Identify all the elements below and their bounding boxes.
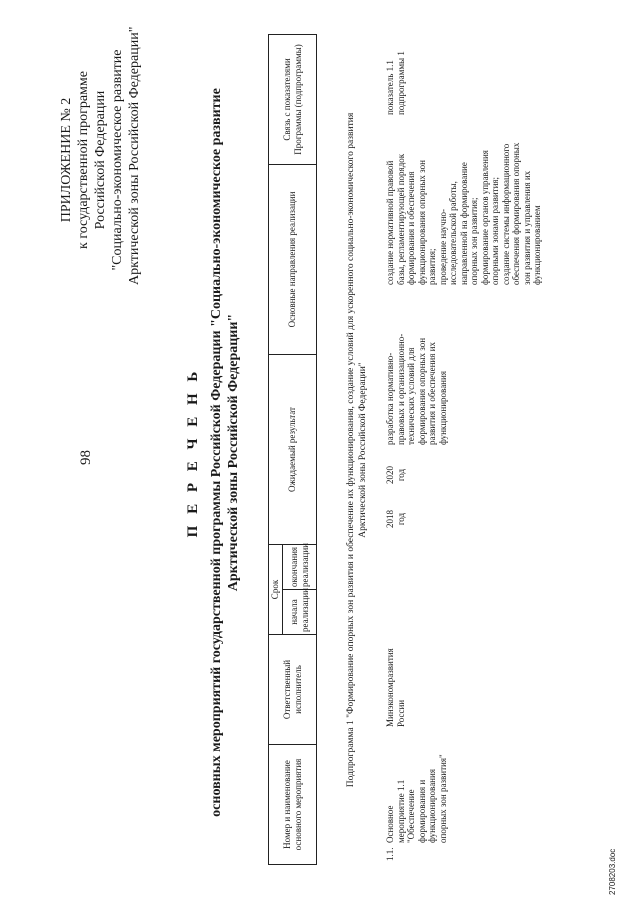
- row-directions: [385, 135, 543, 285]
- text-line: "Обеспечение: [406, 789, 416, 843]
- text-line: функционирования: [437, 371, 448, 445]
- text-line: развития и обеспечения их: [427, 342, 437, 445]
- row-indicator-link: [385, 37, 406, 115]
- footer-file-name: 2708203.doc: [608, 848, 617, 895]
- header-executor: Ответственный исполнитель: [269, 635, 317, 745]
- row-expected-result: [385, 295, 448, 445]
- text-line: показатель 1.1: [385, 60, 395, 115]
- text-line: функционирования: [427, 769, 437, 843]
- table-header: [268, 34, 317, 865]
- title-line-1: основных мероприятий государственной программы Российской Федерации "Социально-экономическое развитие: [209, 88, 224, 817]
- header-term-end: окончания реализации: [283, 544, 317, 589]
- header-term-start: начала реализации: [283, 590, 317, 635]
- appendix-line: к государственной программе: [76, 71, 91, 249]
- header-indicators: Связь с показателями Программы (подпрограммы): [269, 34, 317, 164]
- text-line: опорных зон развития;: [469, 197, 479, 285]
- appendix-line: Арктической зоны Российской Федерации": [127, 26, 142, 285]
- document-title: [185, 0, 242, 905]
- row-number: 1.1.: [385, 847, 395, 861]
- text-line: функционированием: [532, 205, 542, 285]
- appendix-line: "Социально-экономическое развитие: [110, 49, 125, 271]
- text-line: опорными зонами развития;: [490, 176, 500, 285]
- text-line: формирования и обеспечения: [406, 171, 416, 285]
- row-term-end: [385, 453, 406, 497]
- text-line: формирование органов управления: [479, 150, 490, 285]
- text-line: базы, регламентирующей порядок: [395, 153, 406, 285]
- text-line: развития;: [427, 248, 437, 285]
- text-line: подпрограммы 1: [395, 51, 406, 115]
- text-line: мероприятие 1.1: [395, 779, 406, 843]
- appendix-line: Российской Федерации: [93, 90, 108, 230]
- text-line: проведение научно-: [437, 208, 448, 285]
- text-line: обеспечения формирования опорных: [511, 142, 521, 285]
- title-heading: П Е Р Е Ч Е Н Ь: [185, 367, 201, 538]
- header-result: Ожидаемый результат: [269, 354, 317, 544]
- text-line: год: [395, 468, 406, 482]
- title-line-2: Арктической зоны Российской Федерации": [226, 313, 241, 592]
- header-term: Срок: [269, 544, 283, 634]
- row-term-start: [385, 497, 406, 541]
- subprogram-line-2: Арктической зоны Российской Федерации": [358, 362, 368, 538]
- appendix-line: ПРИЛОЖЕНИЕ № 2: [59, 97, 74, 223]
- text-line: России: [395, 699, 406, 727]
- text-line: исследовательской работы,: [448, 181, 458, 285]
- text-line: 2018: [385, 510, 395, 528]
- row-activity-name: [385, 743, 448, 843]
- text-line: направленной на формирование: [458, 162, 469, 285]
- text-line: опорных зон развития": [437, 754, 448, 843]
- text-line: разработка нормативно-: [385, 352, 395, 445]
- text-line: 2020: [385, 466, 395, 484]
- text-line: создание системы информационного: [500, 143, 511, 285]
- row-executor: [385, 627, 406, 727]
- text-line: создание нормативной правовой: [385, 160, 395, 285]
- text-line: зон развития и управления их: [521, 170, 532, 285]
- text-line: технических условий для: [406, 347, 416, 445]
- header-activity: Номер и наименование основного мероприятия: [269, 745, 317, 865]
- subprogram-heading: [345, 35, 369, 865]
- page-number: 98: [78, 450, 94, 465]
- header-directions: Основные направления реализации: [269, 164, 317, 354]
- text-line: формирования опорных зон: [416, 337, 427, 445]
- appendix-block: [58, 26, 143, 285]
- text-line: Минэкономразвития: [385, 648, 395, 727]
- text-line: формирования и: [416, 779, 427, 843]
- subprogram-line-1: Подпрограмма 1 "Формирование опорных зон развития и обеспечение их функционирования, создание условий для ускоренного социально-экономического развития: [346, 112, 356, 788]
- text-line: год: [395, 512, 406, 526]
- text-line: функционирования опорных зон: [416, 160, 427, 285]
- text-line: Основное: [385, 805, 395, 843]
- text-line: правовых и организационно-: [395, 333, 406, 445]
